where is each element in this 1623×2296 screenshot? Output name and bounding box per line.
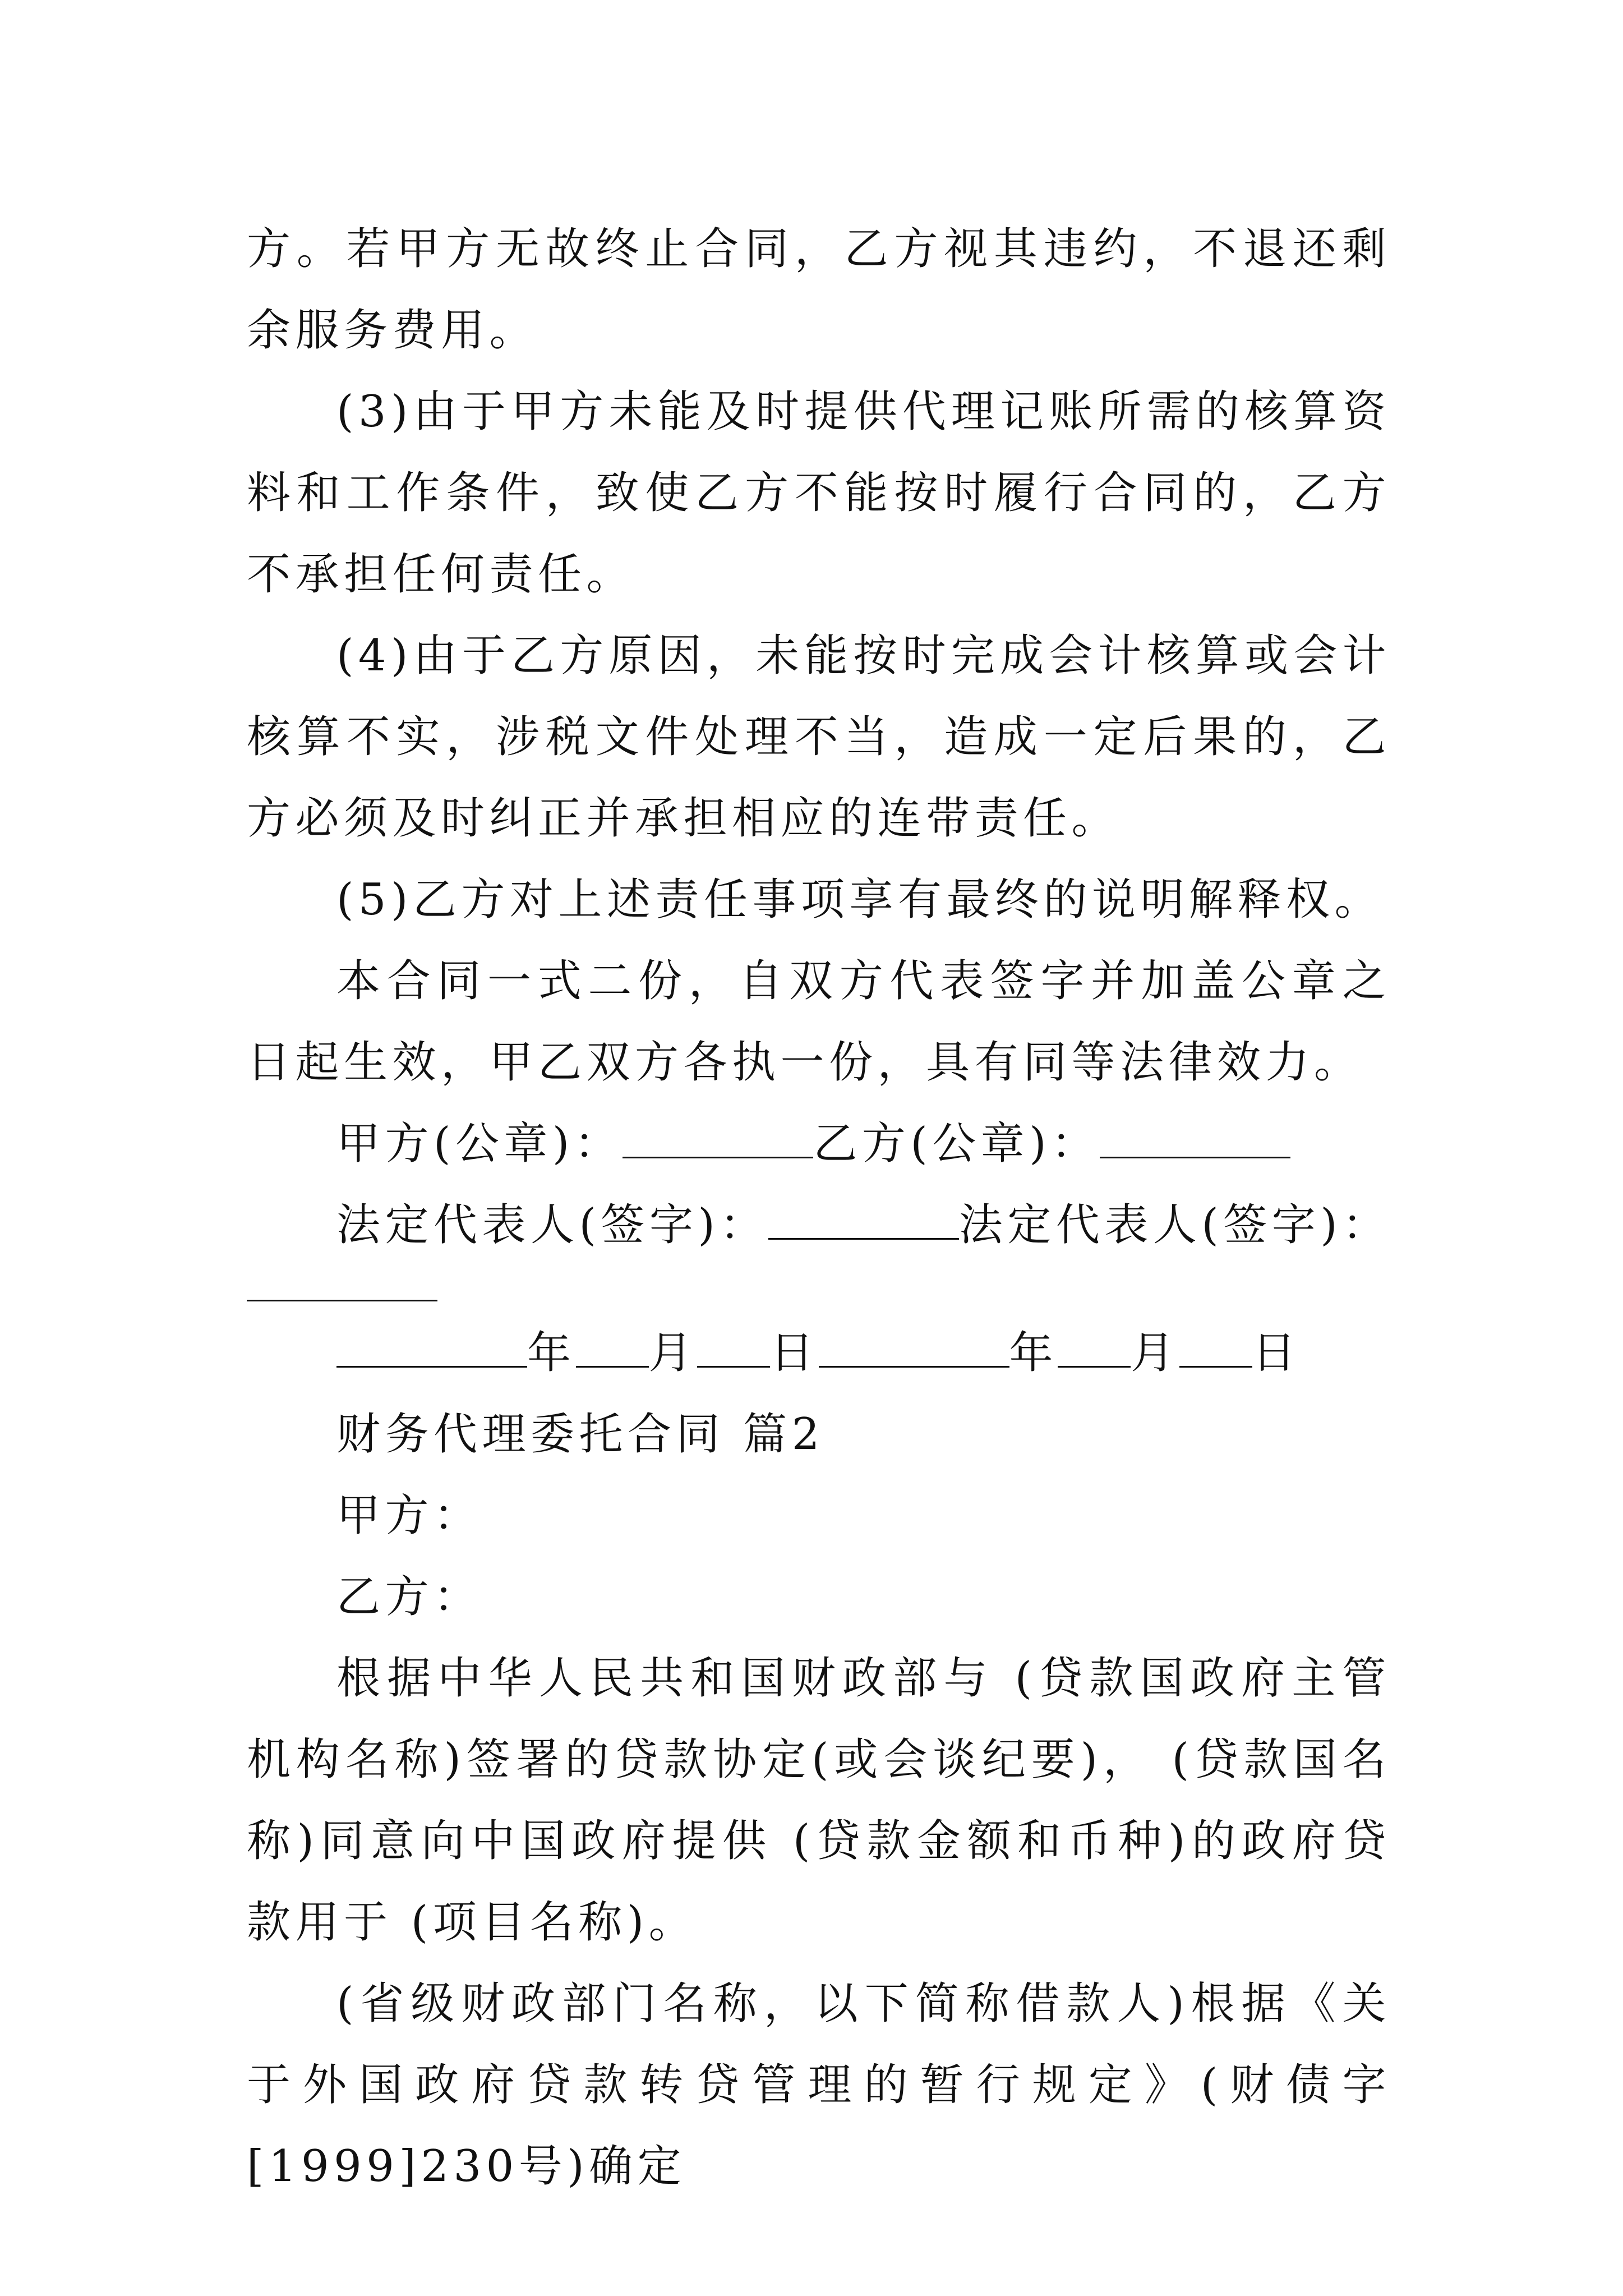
party-a-rep-blank <box>768 1203 959 1240</box>
party-b-year-blank <box>819 1331 1009 1368</box>
paragraph-borrower: (省级财政部门名称，以下简称借款人)根据《关于外国政府贷款转贷管理的暂行规定》(财债字[1999]230号)确定 <box>247 1978 1391 2192</box>
party-a-rep-label: 法定代表人(签字)： <box>336 1200 768 1250</box>
party-b-month-blank <box>1058 1331 1131 1368</box>
day-label-a: 日 <box>770 1328 819 1378</box>
party-a-seal-label: 甲方(公章)： <box>336 1119 623 1169</box>
paragraph-effectiveness: 本合同一式二份，自双方代表签字并加盖公章之日起生效，甲乙双方各执一份，具有同等法律效力。 <box>247 956 1391 1088</box>
date-line <box>247 1313 1391 1394</box>
party-a-month-blank <box>576 1331 649 1368</box>
paragraph-clause-3: (3)由于甲方未能及时提供代理记账所需的核算资料和工作条件，致使乙方不能按时履行合同的，乙方不承担任何责任。 <box>247 386 1391 600</box>
party-b-rep-label: 法定代表人(签字)： <box>958 1200 1391 1250</box>
party-a-day-blank <box>697 1331 770 1368</box>
contract-text <box>247 209 1391 2207</box>
seal-line <box>247 1103 1391 1185</box>
party-b-rep-blank <box>247 1283 437 1301</box>
paragraph-clause-5: (5)乙方对上述责任事项享有最终的说明解释权。 <box>336 875 1383 925</box>
month-label-a: 月 <box>648 1328 698 1378</box>
party-b-day-blank <box>1179 1331 1252 1368</box>
paragraph-termination: 方。若甲方无故终止合同，乙方视其违约，不退还剩余服务费用。 <box>247 224 1391 356</box>
party-a-year-blank <box>336 1331 527 1368</box>
paragraph-clause-4: (4)由于乙方原因，未能按时完成会计核算或会计核算不实，涉税文件处理不当，造成一定后果的，乙方必须及时纠正并承担相应的连带责任。 <box>247 631 1391 844</box>
year-label-a: 年 <box>527 1328 576 1378</box>
day-label-b: 日 <box>1252 1328 1301 1378</box>
party-a-label: 甲方： <box>336 1490 482 1541</box>
representative-line <box>247 1185 1391 1266</box>
party-b-seal-blank <box>1100 1122 1290 1158</box>
section-title: 财务代理委托合同 篇2 <box>336 1409 824 1460</box>
year-label-b: 年 <box>1009 1328 1058 1378</box>
paragraph-loan-agreement: 根据中华人民共和国财政部与 (贷款国政府主管机构名称)签署的贷款协定(或会谈纪要)， (贷款国名称)同意向中国政府提供 (贷款金额和币种)的政府贷款用于 (项目名称)。 <box>247 1653 1391 1948</box>
party-b-label: 乙方： <box>336 1572 482 1622</box>
party-b-seal-label: 乙方(公章)： <box>813 1119 1100 1169</box>
month-label-b: 月 <box>1131 1328 1179 1378</box>
party-a-seal-blank <box>623 1122 813 1158</box>
